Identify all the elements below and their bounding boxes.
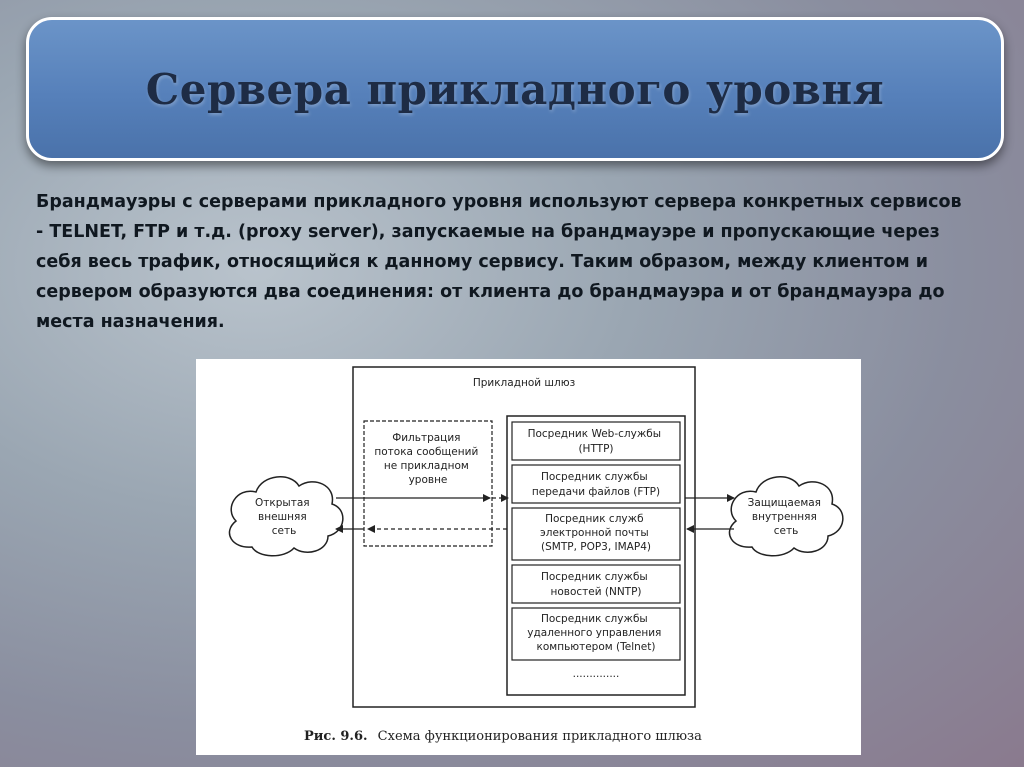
proxy-line: (HTTP) [578, 443, 614, 455]
proxy-line: Посредник службы [540, 471, 648, 483]
cloud-line: сеть [271, 525, 297, 537]
proxy-http-text [528, 428, 665, 455]
cloud-line: Открытая [255, 497, 310, 509]
cloud-line: сеть [773, 525, 799, 537]
title-banner [26, 17, 1004, 161]
filter-text [374, 432, 481, 486]
proxy-line: Посредник службы [540, 613, 648, 625]
proxy-line: Посредник службы [540, 571, 648, 583]
proxy-line: компьютером (Telnet) [536, 641, 656, 653]
diagram-figure [196, 359, 861, 755]
slide-title: Сервера прикладного уровня [145, 64, 885, 114]
gateway-label: Прикладной шлюз [472, 377, 576, 389]
filter-line: не прикладном [383, 460, 469, 472]
proxy-line: передачи файлов (FTP) [531, 486, 661, 498]
proxies-group [507, 416, 685, 695]
proxy-ellipsis: .............. [572, 668, 620, 680]
proxy-line: (SMTP, POP3, IMAP4) [541, 541, 651, 553]
figure-caption [304, 729, 702, 744]
proxy-line: удаленного управления [527, 627, 662, 639]
cloud-line: внутренняя [751, 511, 817, 523]
cloud-line: внешняя [258, 511, 307, 523]
body-paragraph: Брандмауэры с серверами прикладного уровня используют сервера конкретных сервисов - TELNET, FTP и т.д. (proxy server), запускаемые на брандмауэре и пропускающие через себя весь трафик, относящийся к данному сервису. Таким образом, между клиентом и сервером образуются два соединения: от клиента до брандмауэра и от брандмауэра до места назначения. [36, 192, 962, 332]
proxy-line: новостей (NNTP) [550, 586, 642, 598]
caption-text: Схема функционирования прикладного шлюза [377, 729, 702, 744]
proxy-telnet-text [527, 613, 664, 653]
gateway-diagram [196, 359, 861, 755]
proxy-line: Посредник Web-службы [527, 428, 662, 440]
proxy-ftp-text [532, 471, 660, 498]
proxy-line: электронной почты [539, 527, 649, 539]
filter-line: потока сообщений [374, 446, 479, 458]
caption-number: Рис. 9.6. [304, 729, 368, 744]
cloud-line: Защищаемая [747, 497, 821, 509]
proxy-line: Посредник служб [545, 513, 644, 525]
proxy-mail-text [540, 513, 652, 553]
filter-line: уровне [408, 474, 448, 486]
filter-line: Фильтрация [392, 432, 461, 444]
proxy-nntp-text [541, 571, 651, 598]
